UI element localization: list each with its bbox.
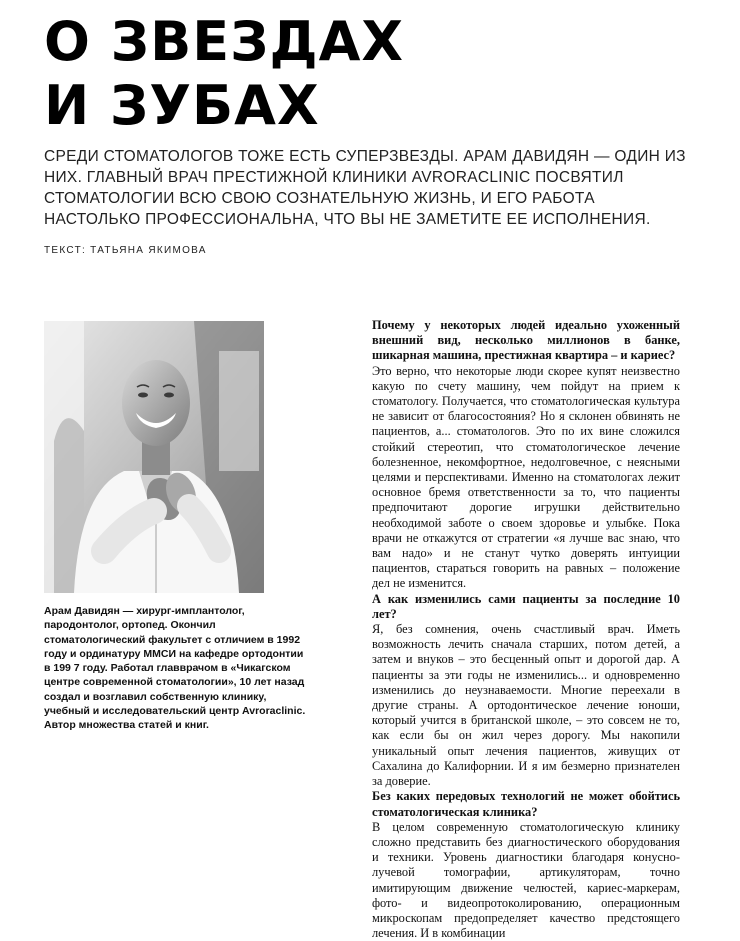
answer-1: Это верно, что некоторые люди скорее купят неизвестно какую по счету машину, чем пойдут на прием к стоматологу. Получается, что стоматологическая культура не зависит от благосостояния? Но я склонен обвинять не пациентов, а... стоматологов. Это по их вине сложился стойкий стереотип, что стоматологическое лечение болезненное, некомфортное, недолговечное, с неясными целями и перспективами. Именно на стоматологах лежит основное бремя ответственности за то, что пациенты предпочитают дорогие игрушки действительно необходимой заботе о своем здоровье и улыбке. Пока врачи не откажутся от стратегии «я лучше вас знаю, что вам надо» и не станут чутко доверять интуиции пациентов, стараться говорить на равных – положение дел не изменится.	[372, 363, 680, 591]
title-line-2: И ЗУБАХ	[44, 74, 320, 137]
answer-3: В целом современную стоматологическую клинику сложно представить без диагностического оборудования и техники. Уровень диагностики благодаря конусно-лучевой томографии, артикуляторам, точно имитирующим движение челюстей, кариес-маркерам, фото- и видеопротоколированию, операционным микроскопам предопределяет качество предстоящего лечения. И в комбинации	[372, 819, 680, 941]
byline: ТЕКСТ: ТАТЬЯНА ЯКИМОВА	[44, 245, 207, 256]
portrait-photo	[44, 321, 264, 593]
portrait-illustration	[44, 321, 264, 593]
question-2: А как изменились сами пациенты за последние 10 лет?	[372, 591, 680, 621]
photo-caption: Арам Давидян — хирург-имплантолог, пародонтолог, ортопед. Окончил стоматологический факультет с отличием в 1992 году и ординатуру ММСИ на кафедре ортодонтии в 199 7 году. Работал главврачом в «Чикагском центре современной стоматологии», 10 лет назад создал и возглавил собственную клинику, учебный и исследовательский центр Avroraclinic. Автор множества статей и книг.	[44, 605, 306, 732]
question-3: Без каких передовых технологий не может обойтись стоматологическая клиника?	[372, 789, 680, 819]
answer-2: Я, без сомнения, очень счастливый врач. Иметь возможность лечить сначала старших, потом детей, а затем и внуков – это бесценный опыт и дорогой дар. А пациенты за эти годы не изменились... и одновременно изменились до неузнаваемости. Многие переехали в другие страны. А ортодонтическое лечение юноши, который учится в британской школе, – это совсем не то, как если бы он жил через дорогу. Мы накопили уникальный опыт лечения пациентов, живущих от Сахалина до Калифорнии. И я им безмерно признателен за доверие.	[372, 622, 680, 789]
article-title	[44, 10, 704, 138]
title-line-1: О ЗВЕЗДАХ	[44, 10, 404, 73]
interview-column	[372, 318, 680, 941]
lead-paragraph: СРЕДИ СТОМАТОЛОГОВ ТОЖЕ ЕСТЬ СУПЕРЗВЕЗДЫ. АРАМ ДАВИДЯН — ОДИН ИЗ НИХ. ГЛАВНЫЙ ВРАЧ ПРЕСТИЖНОЙ КЛИНИКИ AVRORACLINIC ПОСВЯТИЛ СТОМАТОЛОГИИ ВСЮ СВОЮ СОЗНАТЕЛЬНУЮ ЖИЗНЬ, И ЕГО РАБОТА НАСТОЛЬКО ПРОФЕССИОНАЛЬНА, ЧТО ВЫ НЕ ЗАМЕТИТЕ ЕЕ ИСПОЛНЕНИЯ.	[44, 148, 686, 228]
question-1: Почему у некоторых людей идеально ухоженный внешний вид, несколько миллионов в банке, шикарная машина, престижная квартира – и кариес?	[372, 318, 680, 363]
